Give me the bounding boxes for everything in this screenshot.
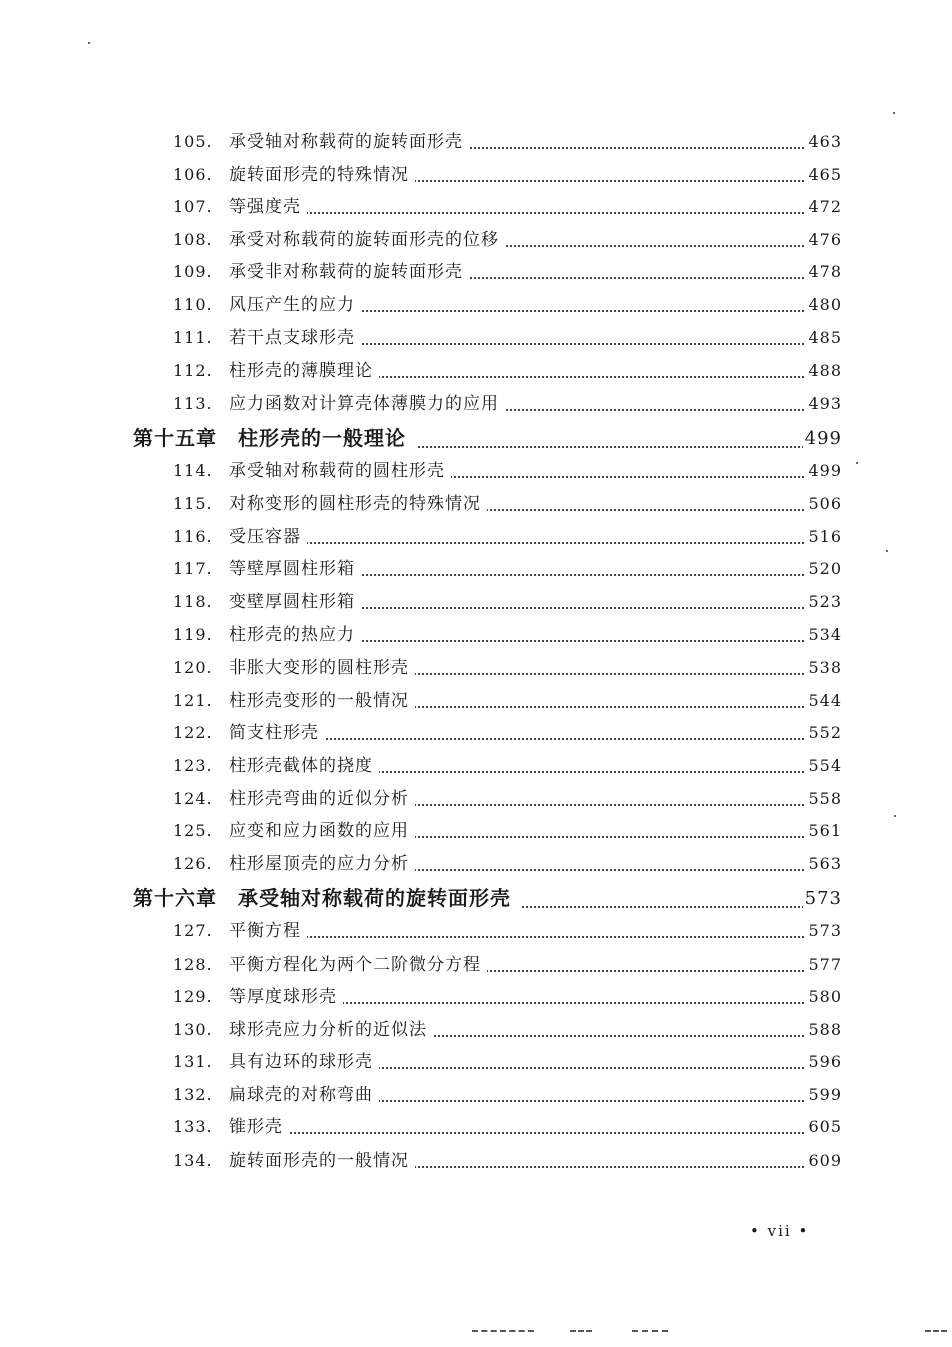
toc-entry [0,653,952,683]
scan-speck [894,815,896,817]
toc-entry-title: 扁球壳的对称弯曲 [229,1080,379,1110]
toc-entry-number: 119. [173,625,213,644]
toc-entry-number: 127. [173,921,213,940]
toc-entry-number: 117. [173,559,213,578]
toc-entry [0,784,952,814]
toc-entry-title: 柱形壳变形的一般情况 [229,686,415,716]
toc-entry [0,620,952,650]
toc-entry-title: 锥形壳 [229,1112,289,1142]
toc-entry-number: 122. [173,723,213,742]
scan-speck [886,550,888,552]
toc-page-number: 472 [806,192,842,222]
toc-entry [0,160,952,190]
scan-speck [88,42,90,44]
toc-entry [0,1112,952,1142]
toc-entry [0,554,952,584]
toc-entry [0,127,952,157]
toc-page-number: 480 [806,290,842,320]
toc-chapter-heading [0,423,952,453]
toc-entry-title: 等厚度球形壳 [229,982,343,1012]
toc-entry-number: 107. [173,197,213,216]
toc-entry [0,489,952,519]
toc-entry [0,718,952,748]
toc-page-number: 561 [806,816,842,846]
toc-page-number: 478 [806,257,842,287]
toc-entry-title: 柱形壳截体的挠度 [229,751,379,781]
toc-page-number: 523 [806,587,842,617]
toc-page-number: 499 [806,456,842,486]
toc-entry [0,982,952,1012]
toc-entry-title: 平衡方程 [229,916,307,946]
toc-entry-title: 承受轴对称载荷的圆柱形壳 [229,456,451,486]
toc-entry-title: 旋转面形壳的特殊情况 [229,160,415,190]
scan-artifact [925,1328,947,1332]
toc-entry [0,456,952,486]
toc-entry [0,290,952,320]
toc-entry [0,522,952,552]
toc-entry-number: 124. [173,789,213,808]
toc-entry-title: 对称变形的圆柱形壳的特殊情况 [229,489,487,519]
toc-entry-title: 柱形壳的薄膜理论 [229,356,379,386]
toc-entry [0,751,952,781]
toc-entry [0,225,952,255]
toc-entry-number: 123. [173,756,213,775]
toc-entry-title: 若干点支球形壳 [229,323,361,353]
dot-leader [229,540,812,544]
toc-entry-title: 柱形壳的热应力 [229,620,361,650]
dot-leader [229,934,812,938]
toc-chapter-heading [0,883,952,913]
toc-entry [0,950,952,980]
toc-page-number: 488 [806,356,842,386]
toc-entry-number: 132. [173,1085,213,1104]
toc-entry-title: 承受对称载荷的旋转面形壳的位移 [229,225,505,255]
toc-page-number: 534 [806,620,842,650]
scan-artifact [570,1328,592,1332]
toc-entry-title: 柱形壳弯曲的近似分析 [229,784,415,814]
scan-speck [856,462,858,464]
toc-page-number: 506 [806,489,842,519]
toc-page-number: 552 [806,718,842,748]
toc-page-number: 599 [806,1080,842,1110]
toc-entry-number: 109. [173,262,213,281]
toc-entry [0,1047,952,1077]
dot-leader [229,1130,812,1134]
toc-entry [0,816,952,846]
toc-entry-number: 116. [173,527,213,546]
toc-entry [0,849,952,879]
toc-page-number: 499 [803,423,842,455]
toc-entry-number: 125. [173,821,213,840]
toc-page-number: 573 [803,883,842,915]
toc-page-number: 485 [806,323,842,353]
toc-entry-title: 平衡方程化为两个二阶微分方程 [229,950,487,980]
toc-entry-title: 旋转面形壳的一般情况 [229,1146,415,1176]
toc-entry-title: 受压容器 [229,522,307,552]
toc-entry [0,323,952,353]
toc-entry-number: 110. [173,295,213,314]
toc-entry [0,916,952,946]
toc-page-number: 465 [806,160,842,190]
toc-page-number: 538 [806,653,842,683]
toc-page-number: 520 [806,554,842,584]
toc-page-number: 558 [806,784,842,814]
page-folio: • vii • [750,1222,810,1240]
toc-entry [0,1080,952,1110]
toc-entry-title: 等壁厚圆柱形箱 [229,554,361,584]
chapter-title: 第十六章 承受轴对称载荷的旋转面形壳 [133,881,521,915]
toc-entry [0,257,952,287]
toc-page-number: 596 [806,1047,842,1077]
toc-page-number: 588 [806,1015,842,1045]
toc-entry [0,686,952,716]
toc-entry-number: 106. [173,165,213,184]
toc-entry-number: 105. [173,132,213,151]
toc-entry-number: 126. [173,854,213,873]
toc-page-number: 476 [806,225,842,255]
toc-page-number: 463 [806,127,842,157]
toc-entry-title: 变壁厚圆柱形箱 [229,587,361,617]
scan-speck [893,112,895,114]
toc-entry-number: 112. [173,361,213,380]
toc-entry-title: 简支柱形壳 [229,718,325,748]
toc-entry-number: 130. [173,1020,213,1039]
toc-page-number: 544 [806,686,842,716]
toc-entry-number: 133. [173,1117,213,1136]
toc-page-number: 554 [806,751,842,781]
toc-entry-number: 115. [173,494,213,513]
toc-entry [0,389,952,419]
scan-artifact [472,1328,534,1332]
toc-entry-number: 114. [173,461,213,480]
dot-leader [229,210,812,214]
toc-entry-number: 113. [173,394,213,413]
toc-entry-number: 134. [173,1151,213,1170]
toc-page-number: 605 [806,1112,842,1142]
toc-entry-number: 131. [173,1052,213,1071]
toc-entry-number: 118. [173,592,213,611]
chapter-title: 第十五章 柱形壳的一般理论 [133,421,416,455]
toc-entry [0,1015,952,1045]
toc-entry-title: 非胀大变形的圆柱形壳 [229,653,415,683]
toc-entry [0,192,952,222]
toc-entry-number: 111. [173,328,213,347]
toc-page-number: 573 [806,916,842,946]
toc-entry-title: 风压产生的应力 [229,290,361,320]
toc-entry-number: 129. [173,987,213,1006]
toc-entry [0,356,952,386]
toc-entry [0,1146,952,1176]
toc-entry-title: 承受轴对称载荷的旋转面形壳 [229,127,469,157]
toc-entry-title: 承受非对称载荷的旋转面形壳 [229,257,469,287]
toc-entry-title: 具有边环的球形壳 [229,1047,379,1077]
toc-entry-number: 120. [173,658,213,677]
toc-page-number: 516 [806,522,842,552]
toc-entry-title: 应变和应力函数的应用 [229,816,415,846]
toc-page-number: 580 [806,982,842,1012]
toc-entry [0,587,952,617]
scan-artifact [632,1328,668,1332]
toc-page-number: 609 [806,1146,842,1176]
toc-page-number: 493 [806,389,842,419]
toc-entry-number: 128. [173,955,213,974]
toc-entry-title: 应力函数对计算壳体薄膜力的应用 [229,389,505,419]
toc-page-number: 577 [806,950,842,980]
toc-entry-number: 108. [173,230,213,249]
toc-page-number: 563 [806,849,842,879]
toc-entry-number: 121. [173,691,213,710]
toc-entry-title: 球形壳应力分析的近似法 [229,1015,433,1045]
toc-entry-title: 等强度壳 [229,192,307,222]
toc-entry-title: 柱形屋顶壳的应力分析 [229,849,415,879]
